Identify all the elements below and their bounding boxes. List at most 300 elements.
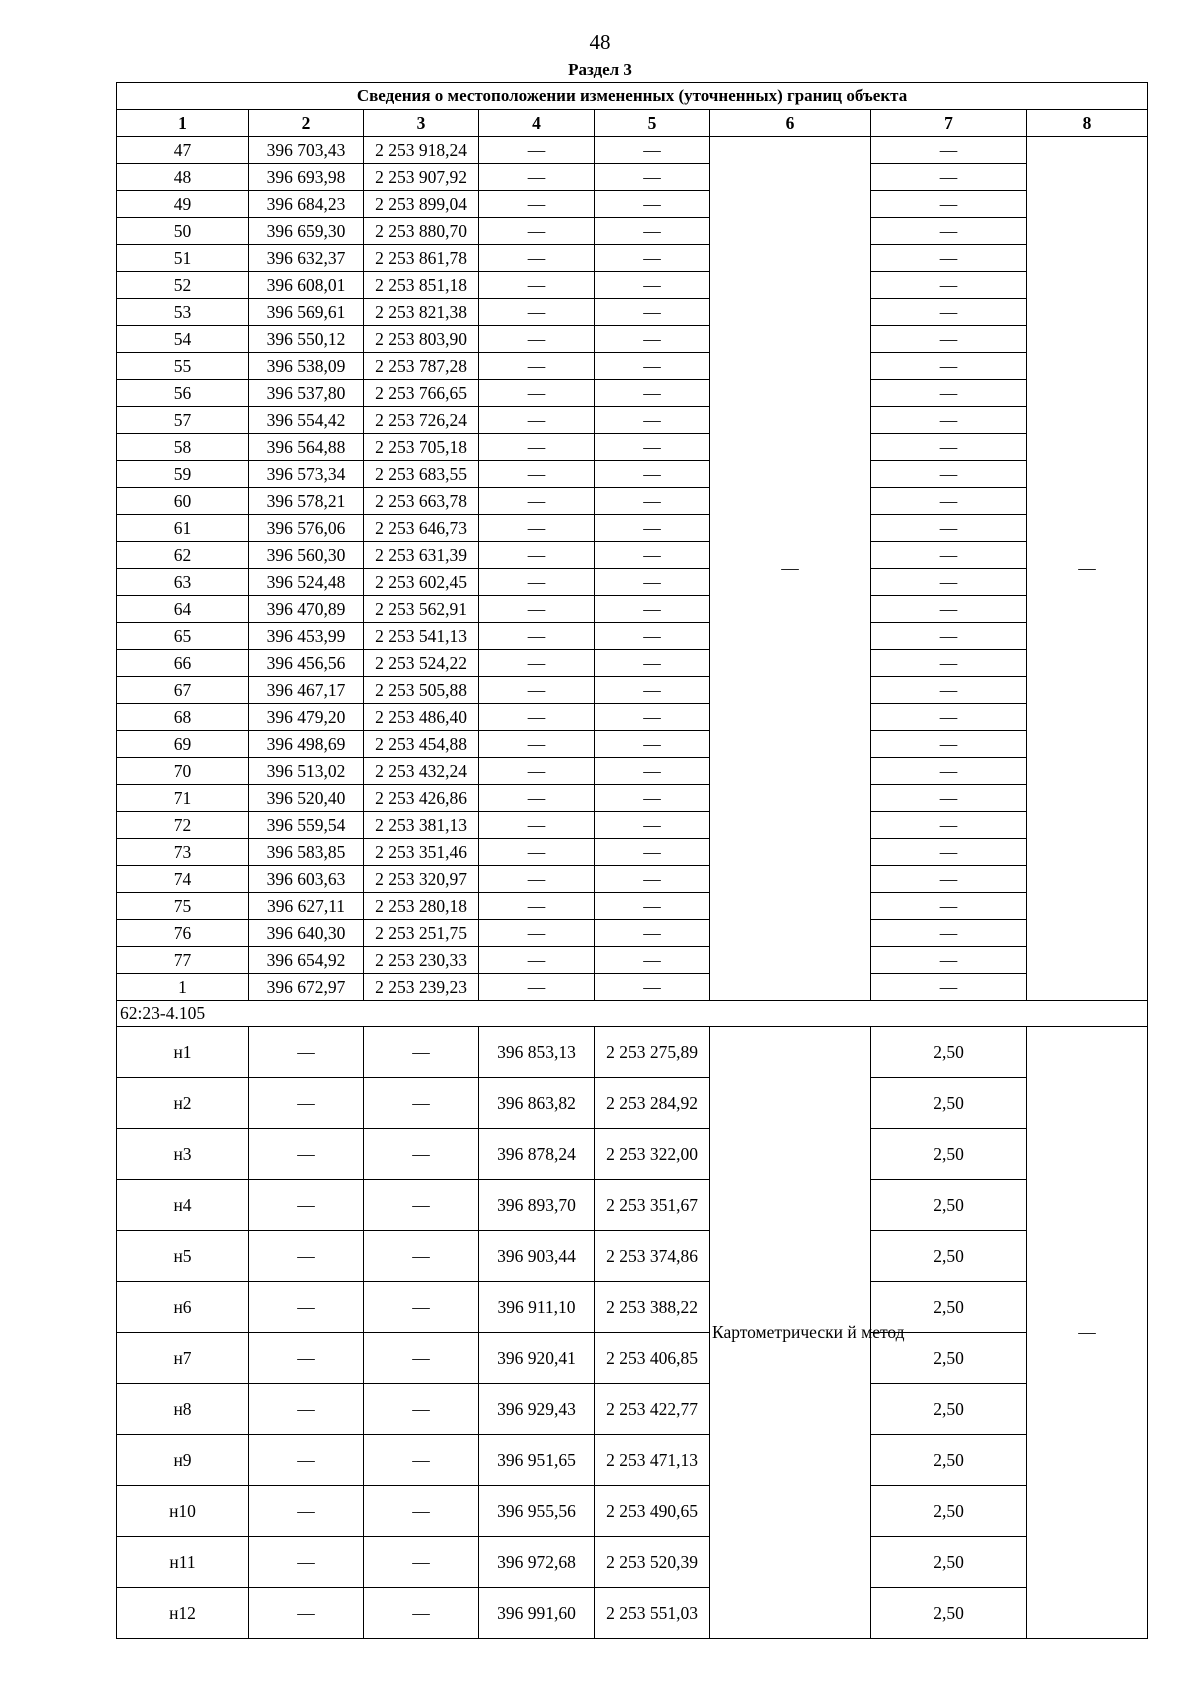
point-number-cell: н4: [117, 1180, 249, 1231]
point-number-cell: 57: [117, 407, 249, 434]
point-number-cell: 74: [117, 866, 249, 893]
accuracy-cell: —: [871, 272, 1027, 299]
table-row: [117, 434, 1148, 461]
new-x-cell: —: [479, 569, 595, 596]
new-y-cell: —: [595, 839, 710, 866]
x-coordinate-cell: 396 524,48: [249, 569, 364, 596]
new-x-cell: —: [479, 947, 595, 974]
accuracy-cell: —: [871, 893, 1027, 920]
x-coordinate-cell: 396 569,61: [249, 299, 364, 326]
accuracy-cell: —: [871, 137, 1027, 164]
new-y-cell: —: [595, 272, 710, 299]
x-coordinate-cell: —: [249, 1180, 364, 1231]
table-row: [117, 974, 1148, 1001]
new-x-cell: —: [479, 974, 595, 1001]
new-y-cell: —: [595, 380, 710, 407]
accuracy-cell: —: [871, 920, 1027, 947]
new-y-cell: —: [595, 245, 710, 272]
accuracy-cell: —: [871, 596, 1027, 623]
point-number-cell: 75: [117, 893, 249, 920]
point-number-cell: 76: [117, 920, 249, 947]
new-x-cell: —: [479, 812, 595, 839]
table-row: [117, 137, 1148, 164]
y-coordinate-cell: 2 253 432,24: [364, 758, 479, 785]
new-x-cell: 396 951,65: [479, 1435, 595, 1486]
new-y-cell: 2 253 520,39: [595, 1537, 710, 1588]
new-y-cell: —: [595, 407, 710, 434]
point-number-cell: 47: [117, 137, 249, 164]
new-x-cell: —: [479, 191, 595, 218]
x-coordinate-cell: —: [249, 1588, 364, 1639]
table-row: [117, 299, 1148, 326]
x-coordinate-cell: —: [249, 1486, 364, 1537]
new-x-cell: —: [479, 650, 595, 677]
x-coordinate-cell: 396 453,99: [249, 623, 364, 650]
y-coordinate-cell: —: [364, 1078, 479, 1129]
table-row: [117, 1333, 1148, 1384]
page-number: 48: [589, 30, 611, 54]
x-coordinate-cell: 396 554,42: [249, 407, 364, 434]
new-y-cell: —: [595, 758, 710, 785]
subgroup-row: [117, 1001, 1148, 1027]
accuracy-cell: 2,50: [871, 1537, 1027, 1588]
y-coordinate-cell: 2 253 766,65: [364, 380, 479, 407]
point-number-cell: 69: [117, 731, 249, 758]
table-row: [117, 1588, 1148, 1639]
y-coordinate-cell: —: [364, 1435, 479, 1486]
accuracy-cell: —: [871, 839, 1027, 866]
new-y-cell: —: [595, 488, 710, 515]
y-coordinate-cell: 2 253 705,18: [364, 434, 479, 461]
new-y-cell: —: [595, 893, 710, 920]
y-coordinate-cell: 2 253 663,78: [364, 488, 479, 515]
accuracy-cell: 2,50: [871, 1486, 1027, 1537]
table-row: [117, 407, 1148, 434]
new-y-cell: 2 253 551,03: [595, 1588, 710, 1639]
description-cell: —: [1027, 1027, 1148, 1639]
point-number-cell: н7: [117, 1333, 249, 1384]
y-coordinate-cell: 2 253 562,91: [364, 596, 479, 623]
new-x-cell: —: [479, 488, 595, 515]
y-coordinate-cell: 2 253 821,38: [364, 299, 479, 326]
new-x-cell: —: [479, 731, 595, 758]
new-y-cell: —: [595, 947, 710, 974]
accuracy-cell: —: [871, 164, 1027, 191]
y-coordinate-cell: 2 253 899,04: [364, 191, 479, 218]
new-x-cell: 396 893,70: [479, 1180, 595, 1231]
new-x-cell: —: [479, 299, 595, 326]
accuracy-cell: —: [871, 245, 1027, 272]
accuracy-cell: —: [871, 218, 1027, 245]
new-x-cell: —: [479, 515, 595, 542]
x-coordinate-cell: 396 564,88: [249, 434, 364, 461]
y-coordinate-cell: 2 253 320,97: [364, 866, 479, 893]
new-y-cell: —: [595, 704, 710, 731]
point-number-cell: 49: [117, 191, 249, 218]
table-row: [117, 1282, 1148, 1333]
table-row: [117, 839, 1148, 866]
x-coordinate-cell: 396 576,06: [249, 515, 364, 542]
accuracy-cell: —: [871, 191, 1027, 218]
accuracy-cell: —: [871, 704, 1027, 731]
method-cell: Картометрически й метод: [710, 1027, 871, 1639]
y-coordinate-cell: 2 253 851,18: [364, 272, 479, 299]
table-row: [117, 623, 1148, 650]
new-x-cell: —: [479, 839, 595, 866]
table-row: [117, 380, 1148, 407]
new-y-cell: 2 253 406,85: [595, 1333, 710, 1384]
table-row: [117, 1027, 1148, 1078]
point-number-cell: 77: [117, 947, 249, 974]
subgroup-label: 62:23-4.105: [117, 1001, 1148, 1027]
point-number-cell: 73: [117, 839, 249, 866]
description-cell: —: [1027, 137, 1148, 1001]
accuracy-cell: 2,50: [871, 1282, 1027, 1333]
new-x-cell: —: [479, 407, 595, 434]
accuracy-cell: 2,50: [871, 1333, 1027, 1384]
y-coordinate-cell: 2 253 861,78: [364, 245, 479, 272]
accuracy-cell: —: [871, 677, 1027, 704]
y-coordinate-cell: 2 253 602,45: [364, 569, 479, 596]
new-y-cell: —: [595, 434, 710, 461]
accuracy-cell: 2,50: [871, 1231, 1027, 1282]
y-coordinate-cell: 2 253 726,24: [364, 407, 479, 434]
new-x-cell: —: [479, 596, 595, 623]
new-y-cell: —: [595, 191, 710, 218]
table-row: [117, 920, 1148, 947]
new-x-cell: 396 920,41: [479, 1333, 595, 1384]
new-x-cell: —: [479, 326, 595, 353]
x-coordinate-cell: 396 470,89: [249, 596, 364, 623]
y-coordinate-cell: 2 253 907,92: [364, 164, 479, 191]
column-number: 5: [595, 110, 710, 137]
new-x-cell: —: [479, 866, 595, 893]
table-row: [117, 272, 1148, 299]
new-y-cell: —: [595, 731, 710, 758]
point-number-cell: н8: [117, 1384, 249, 1435]
point-number-cell: 63: [117, 569, 249, 596]
column-number: 8: [1027, 110, 1148, 137]
new-x-cell: 396 911,10: [479, 1282, 595, 1333]
x-coordinate-cell: 396 672,97: [249, 974, 364, 1001]
x-coordinate-cell: —: [249, 1078, 364, 1129]
new-x-cell: 396 863,82: [479, 1078, 595, 1129]
new-x-cell: —: [479, 758, 595, 785]
x-coordinate-cell: 396 583,85: [249, 839, 364, 866]
new-y-cell: 2 253 374,86: [595, 1231, 710, 1282]
accuracy-cell: —: [871, 623, 1027, 650]
x-coordinate-cell: 396 467,17: [249, 677, 364, 704]
new-y-cell: 2 253 422,77: [595, 1384, 710, 1435]
table-row: [117, 1384, 1148, 1435]
y-coordinate-cell: 2 253 918,24: [364, 137, 479, 164]
table-row: [117, 1180, 1148, 1231]
point-number-cell: 68: [117, 704, 249, 731]
new-x-cell: —: [479, 164, 595, 191]
table-row: [117, 245, 1148, 272]
accuracy-cell: 2,50: [871, 1027, 1027, 1078]
point-number-cell: 52: [117, 272, 249, 299]
column-number: 3: [364, 110, 479, 137]
table-row: [117, 353, 1148, 380]
new-x-cell: —: [479, 434, 595, 461]
accuracy-cell: —: [871, 434, 1027, 461]
y-coordinate-cell: —: [364, 1333, 479, 1384]
accuracy-cell: 2,50: [871, 1129, 1027, 1180]
column-number: 1: [117, 110, 249, 137]
point-number-cell: 62: [117, 542, 249, 569]
table-row: [117, 1435, 1148, 1486]
point-number-cell: 48: [117, 164, 249, 191]
new-y-cell: 2 253 351,67: [595, 1180, 710, 1231]
table-row: [117, 218, 1148, 245]
accuracy-cell: —: [871, 812, 1027, 839]
x-coordinate-cell: 396 513,02: [249, 758, 364, 785]
x-coordinate-cell: 396 684,23: [249, 191, 364, 218]
new-y-cell: —: [595, 677, 710, 704]
x-coordinate-cell: 396 520,40: [249, 785, 364, 812]
new-x-cell: 396 991,60: [479, 1588, 595, 1639]
new-x-cell: —: [479, 785, 595, 812]
point-number-cell: 51: [117, 245, 249, 272]
boundary-coordinates-table: [116, 82, 1148, 1639]
table-row: [117, 704, 1148, 731]
table-row: [117, 488, 1148, 515]
table-row: [117, 947, 1148, 974]
point-number-cell: н9: [117, 1435, 249, 1486]
y-coordinate-cell: —: [364, 1537, 479, 1588]
new-y-cell: 2 253 490,65: [595, 1486, 710, 1537]
table-row: [117, 569, 1148, 596]
point-number-cell: 66: [117, 650, 249, 677]
accuracy-cell: 2,50: [871, 1384, 1027, 1435]
new-y-cell: —: [595, 164, 710, 191]
point-number-cell: 58: [117, 434, 249, 461]
new-y-cell: —: [595, 299, 710, 326]
section-label: Раздел 3: [568, 60, 632, 79]
accuracy-cell: 2,50: [871, 1180, 1027, 1231]
table-row: [117, 731, 1148, 758]
table-row: [117, 326, 1148, 353]
table-row: [117, 542, 1148, 569]
x-coordinate-cell: 396 538,09: [249, 353, 364, 380]
new-x-cell: —: [479, 920, 595, 947]
accuracy-cell: —: [871, 299, 1027, 326]
new-y-cell: —: [595, 326, 710, 353]
accuracy-cell: —: [871, 731, 1027, 758]
new-y-cell: 2 253 322,00: [595, 1129, 710, 1180]
x-coordinate-cell: —: [249, 1537, 364, 1588]
new-x-cell: —: [479, 218, 595, 245]
y-coordinate-cell: 2 253 505,88: [364, 677, 479, 704]
new-y-cell: —: [595, 461, 710, 488]
new-x-cell: 396 955,56: [479, 1486, 595, 1537]
accuracy-cell: —: [871, 758, 1027, 785]
point-number-cell: 50: [117, 218, 249, 245]
new-x-cell: —: [479, 893, 595, 920]
accuracy-cell: —: [871, 947, 1027, 974]
point-number-cell: 72: [117, 812, 249, 839]
table-row: [117, 758, 1148, 785]
point-number-cell: 70: [117, 758, 249, 785]
new-y-cell: —: [595, 920, 710, 947]
new-x-cell: —: [479, 542, 595, 569]
point-number-cell: н5: [117, 1231, 249, 1282]
x-coordinate-cell: —: [249, 1129, 364, 1180]
new-y-cell: —: [595, 596, 710, 623]
new-x-cell: —: [479, 677, 595, 704]
y-coordinate-cell: —: [364, 1588, 479, 1639]
x-coordinate-cell: 396 479,20: [249, 704, 364, 731]
y-coordinate-cell: 2 253 787,28: [364, 353, 479, 380]
accuracy-cell: —: [871, 542, 1027, 569]
y-coordinate-cell: 2 253 524,22: [364, 650, 479, 677]
point-number-cell: 1: [117, 974, 249, 1001]
y-coordinate-cell: —: [364, 1027, 479, 1078]
y-coordinate-cell: —: [364, 1282, 479, 1333]
accuracy-cell: —: [871, 866, 1027, 893]
table-row: [117, 164, 1148, 191]
x-coordinate-cell: 396 603,63: [249, 866, 364, 893]
y-coordinate-cell: 2 253 251,75: [364, 920, 479, 947]
x-coordinate-cell: 396 640,30: [249, 920, 364, 947]
new-x-cell: 396 853,13: [479, 1027, 595, 1078]
new-x-cell: —: [479, 623, 595, 650]
x-coordinate-cell: 396 632,37: [249, 245, 364, 272]
y-coordinate-cell: 2 253 454,88: [364, 731, 479, 758]
x-coordinate-cell: —: [249, 1333, 364, 1384]
y-coordinate-cell: 2 253 631,39: [364, 542, 479, 569]
new-x-cell: —: [479, 380, 595, 407]
table-row: [117, 677, 1148, 704]
x-coordinate-cell: 396 456,56: [249, 650, 364, 677]
y-coordinate-cell: 2 253 239,23: [364, 974, 479, 1001]
accuracy-cell: 2,50: [871, 1078, 1027, 1129]
accuracy-cell: 2,50: [871, 1588, 1027, 1639]
table-row: [117, 1486, 1148, 1537]
point-number-cell: н2: [117, 1078, 249, 1129]
new-x-cell: —: [479, 245, 595, 272]
new-y-cell: —: [595, 866, 710, 893]
x-coordinate-cell: —: [249, 1435, 364, 1486]
accuracy-cell: —: [871, 650, 1027, 677]
y-coordinate-cell: 2 253 381,13: [364, 812, 479, 839]
method-cell: —: [710, 137, 871, 1001]
x-coordinate-cell: 396 627,11: [249, 893, 364, 920]
y-coordinate-cell: —: [364, 1180, 479, 1231]
y-coordinate-cell: 2 253 880,70: [364, 218, 479, 245]
point-number-cell: 65: [117, 623, 249, 650]
table-row: [117, 515, 1148, 542]
accuracy-cell: —: [871, 461, 1027, 488]
y-coordinate-cell: 2 253 230,33: [364, 947, 479, 974]
table-caption: Сведения о местоположении измененных (уточненных) границ объекта: [117, 83, 1148, 110]
table-row: [117, 1129, 1148, 1180]
point-number-cell: 61: [117, 515, 249, 542]
new-y-cell: 2 253 388,22: [595, 1282, 710, 1333]
table-row: [117, 866, 1148, 893]
x-coordinate-cell: 396 659,30: [249, 218, 364, 245]
new-y-cell: —: [595, 650, 710, 677]
table-row: [117, 1537, 1148, 1588]
x-coordinate-cell: —: [249, 1231, 364, 1282]
new-y-cell: —: [595, 353, 710, 380]
accuracy-cell: —: [871, 353, 1027, 380]
new-x-cell: 396 972,68: [479, 1537, 595, 1588]
x-coordinate-cell: 396 559,54: [249, 812, 364, 839]
table-row: [117, 812, 1148, 839]
table-row: [117, 893, 1148, 920]
new-x-cell: —: [479, 461, 595, 488]
y-coordinate-cell: 2 253 683,55: [364, 461, 479, 488]
accuracy-cell: —: [871, 407, 1027, 434]
x-coordinate-cell: —: [249, 1384, 364, 1435]
new-x-cell: 396 878,24: [479, 1129, 595, 1180]
new-y-cell: 2 253 275,89: [595, 1027, 710, 1078]
new-y-cell: 2 253 471,13: [595, 1435, 710, 1486]
column-number: 4: [479, 110, 595, 137]
x-coordinate-cell: 396 654,92: [249, 947, 364, 974]
new-y-cell: —: [595, 542, 710, 569]
new-x-cell: —: [479, 137, 595, 164]
x-coordinate-cell: 396 498,69: [249, 731, 364, 758]
new-x-cell: 396 903,44: [479, 1231, 595, 1282]
y-coordinate-cell: 2 253 803,90: [364, 326, 479, 353]
point-number-cell: 55: [117, 353, 249, 380]
point-number-cell: 59: [117, 461, 249, 488]
new-y-cell: 2 253 284,92: [595, 1078, 710, 1129]
accuracy-cell: —: [871, 974, 1027, 1001]
new-x-cell: —: [479, 704, 595, 731]
point-number-cell: 67: [117, 677, 249, 704]
x-coordinate-cell: 396 693,98: [249, 164, 364, 191]
new-y-cell: —: [595, 137, 710, 164]
new-y-cell: —: [595, 812, 710, 839]
y-coordinate-cell: 2 253 486,40: [364, 704, 479, 731]
new-y-cell: —: [595, 569, 710, 596]
new-y-cell: —: [595, 218, 710, 245]
x-coordinate-cell: —: [249, 1027, 364, 1078]
accuracy-cell: —: [871, 785, 1027, 812]
accuracy-cell: —: [871, 488, 1027, 515]
new-y-cell: —: [595, 623, 710, 650]
point-number-cell: 64: [117, 596, 249, 623]
point-number-cell: н6: [117, 1282, 249, 1333]
point-number-cell: 71: [117, 785, 249, 812]
x-coordinate-cell: 396 560,30: [249, 542, 364, 569]
table-row: [117, 596, 1148, 623]
table-row: [117, 461, 1148, 488]
point-number-cell: 54: [117, 326, 249, 353]
x-coordinate-cell: —: [249, 1282, 364, 1333]
table-row: [117, 1231, 1148, 1282]
y-coordinate-cell: 2 253 351,46: [364, 839, 479, 866]
accuracy-cell: —: [871, 380, 1027, 407]
table-row: [117, 650, 1148, 677]
y-coordinate-cell: 2 253 541,13: [364, 623, 479, 650]
y-coordinate-cell: —: [364, 1486, 479, 1537]
accuracy-cell: —: [871, 569, 1027, 596]
x-coordinate-cell: 396 573,34: [249, 461, 364, 488]
table-row: [117, 1078, 1148, 1129]
column-number: 2: [249, 110, 364, 137]
column-number-row: [117, 110, 1148, 137]
point-number-cell: 60: [117, 488, 249, 515]
point-number-cell: н10: [117, 1486, 249, 1537]
point-number-cell: н12: [117, 1588, 249, 1639]
table-row: [117, 191, 1148, 218]
column-number: 7: [871, 110, 1027, 137]
